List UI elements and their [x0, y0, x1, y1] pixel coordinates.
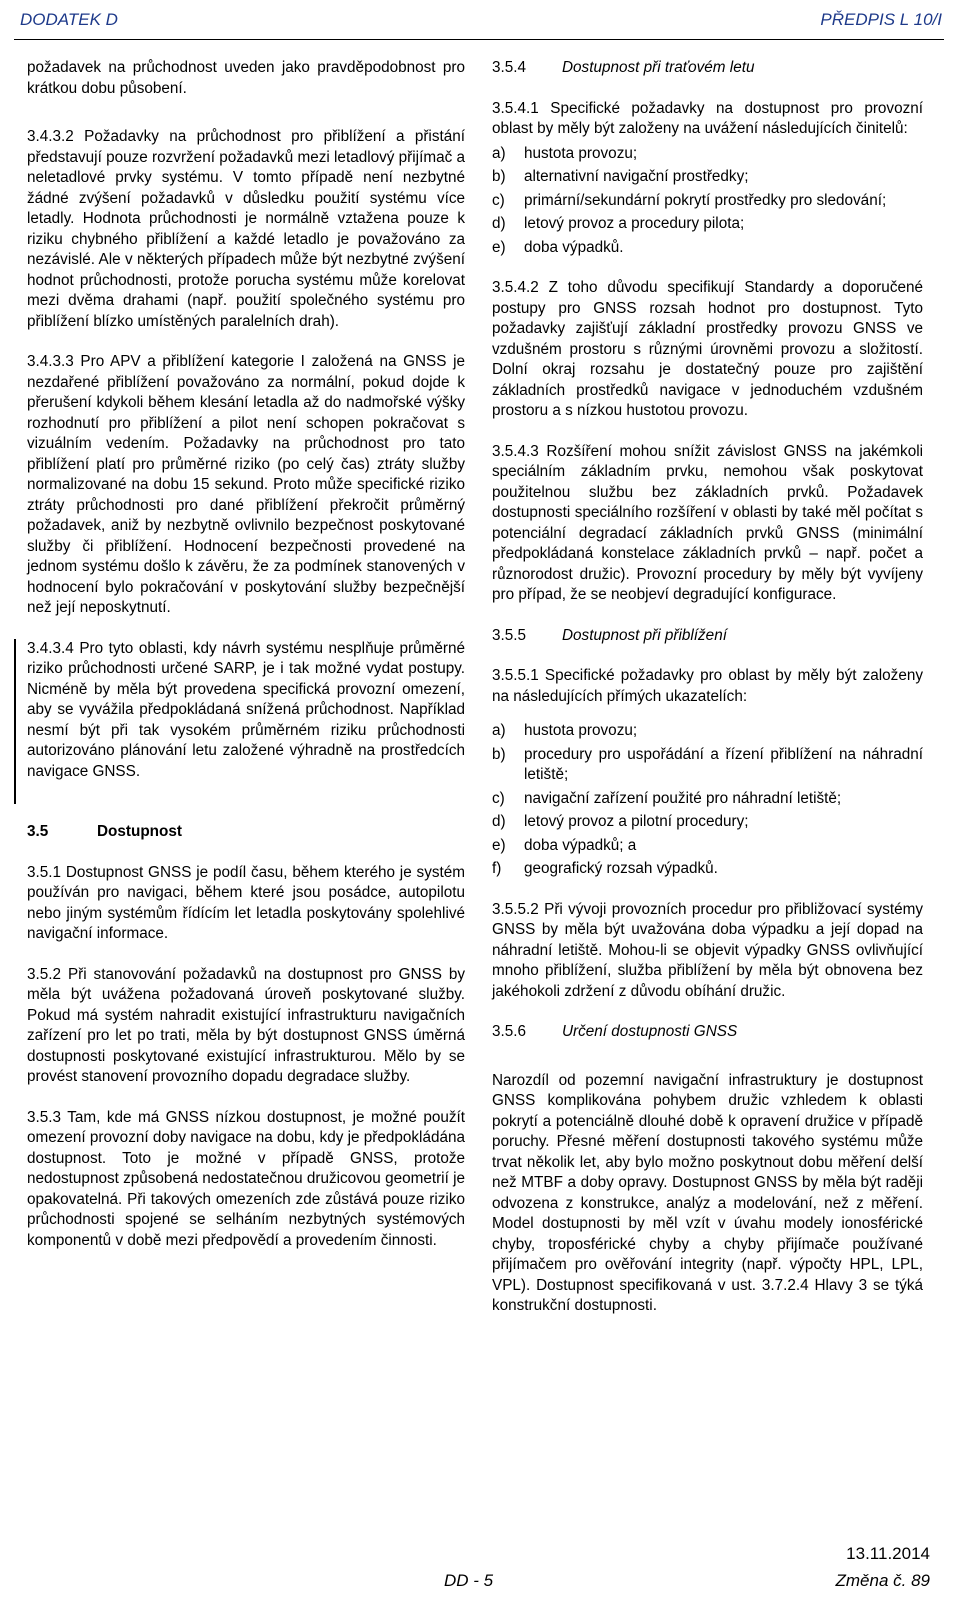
footer-change-number: Změna č. 89 [835, 1571, 930, 1590]
left-column [27, 58, 465, 1251]
subsection-title: Dostupnost při traťovém letu [562, 59, 755, 76]
list-marker: a) [492, 144, 506, 162]
subsection-title: Dostupnost při přiblížení [562, 626, 727, 644]
paragraph-3-4-3-2: 3.4.3.2 Požadavky na průchodnost pro přiblížení a přistání představují pouze rozvržení požadavků mezi letadlový přijímač a neletadlové prvky systému. V tomto případě není nezbytné žádné zvýšení požadavků v důsledku použití systému více letadly. Hodnota průchodnosti je normálně vztažena pouze k riziku chybného přiblížení a každé letadlo je považováno za nezávislé. Ale v některých případech může být nezbytné zvýšení hodnot průchodnosti, protože porucha systému může korelovat mezi dvěma drahami (např. použití společného systému pro přiblížení blízko umístěných paralelních drah). [27, 128, 465, 330]
list-text: primární/sekundární pokrytí prostředky pro sledování; [524, 191, 887, 209]
list-text: hustota provozu; [524, 144, 638, 162]
list-marker: b) [492, 168, 506, 185]
list-item [492, 836, 923, 857]
subsection-number: 3.5.5 [492, 626, 527, 644]
paragraph-3-5-5-2: 3.5.5.2 Při vývoji provozních procedur pro přibližovací systémy GNSS by měla být uvažována doba výpadku a její dopad na náhradní letiště. Mohou-li se objevit výpadky GNSS ovlivňující mnoho přiblížení, služba přiblížení by měla být obnovena bez jakéhokoli zdržení z důvodu obíhání družic. [492, 900, 923, 1000]
subsection-number: 3.5.4 [492, 59, 527, 76]
paragraph-3-5-4-2: 3.5.4.2 Z toho důvodu specifikují Standardy a doporučené postupy pro GNSS rozsah hodnot pro dostupnost. Tyto požadavky zajišťují základní prostředky provozu GNSS ve vzdušném prostoru s různými úrovněmi provozu a složitostí. Dolní okraj rozsahu je dostatečný pouze pro zajištění základních prostředků navigace v jednoduchém vzdušném prostoru a s nízkou hustotou provozu. [492, 279, 923, 419]
list-item [492, 144, 923, 165]
header-annex-label: DODATEK D [20, 10, 118, 29]
list-text: alternativní navigační prostředky; [524, 168, 749, 185]
list-item [492, 721, 923, 742]
paragraph-3-5-1: 3.5.1 Dostupnost GNSS je podíl času, během kterého je systém používán pro navigaci, během které jsou posádce, autopilotu nebo jiným systémům řídícím let letadla poskytovány spolehlivé navigační informace. [27, 863, 465, 942]
subsection-title: Určení dostupnosti GNSS [562, 1023, 738, 1040]
paragraph-3-5-3: 3.5.3 Tam, kde má GNSS nízkou dostupnost, je možné použít omezení provozní doby navigace na dobu, kdy je předpokládána dostupnost. Toto je možné v případě GNSS, protože nedostupnost způsobená nedostatečnou družicovou geometrií je opakovatelná. Při takových omezeních zde zůstává pouze riziko průchodnosti spojené se selháním nezbytných systémových komponentů v době mezi předpovědí a provedením činnosti. [27, 1108, 465, 1249]
footer-page-number: DD - 5 [444, 1571, 494, 1590]
right-column [492, 58, 923, 1317]
footer-date: 13.11.2014 [846, 1544, 930, 1563]
list-text: letový provoz a pilotní procedury; [524, 813, 749, 830]
list-marker: b) [492, 745, 506, 763]
list-item [492, 191, 923, 212]
subsection-heading-3-5-6 [492, 1022, 923, 1043]
change-bar [14, 639, 16, 804]
list-marker: a) [492, 722, 506, 739]
paragraph-3-5-2: 3.5.2 Při stanovování požadavků na dostupnost pro GNSS by měla být uvážena požadovaná úroveň poskytované služby. Pokud má systém nahradit existující infrastrukturu navigačních zařízení pro let po trati, měla by být dostupnost GNSS úměrná dostupnosti poskytované existující infrastrukturou. Mělo by se provést stanovení provozního dopadu degradace služby. [27, 965, 465, 1085]
paragraph-3-5-4-3: 3.5.4.3 Rozšíření mohou snížit závislost GNSS na jakémkoli speciálním základním prvku, nemohou však poskytovat použitelnou službu bez základních prvků. Požadavek dostupnosti speciálního rozšíření v oblasti by také měl počítat s potenciální degradací základních prvků GNSS (minimální předpokládaná konstelace základních prvků – např. počet a různorodost družic). Provozní procedury by měly být vyvíjeny pro případ, že se neobjeví degradující konfigurace. [492, 442, 923, 603]
list-marker: e) [492, 836, 506, 854]
subsection-heading-3-5-5 [492, 626, 923, 647]
paragraph-3-4-3-4: 3.4.3.4 Pro tyto oblasti, kdy návrh systému nesplňuje průměrné riziko průchodnosti určené SARP, je i tak možné vydat postupy. Nicméně by měla být provedena specifická provozní omezení, aby se vyvážila předpokládaná snížená průchodnost. Například nesmí být při tak vysokém průměrném riziku průchodnosti autorizováno plánování letu založené výhradně na prostředcích navigace GNSS. [27, 639, 465, 780]
paragraph-gnss-availability: Narozdíl od pozemní navigační infrastruktury je dostupnost GNSS komplikována pohybem družic vzhledem k oblasti pokrytí a potenciálně dlouhé době k opravení družice v případě poruchy. Přesné měření dostupnosti takového systému může trvat několik let, aby bylo možno poskytnout dobu měření delší než MTBF a doby opravy. Dostupnost GNSS by měla být raději odvozena z konstrukce, analýz a modelování, než z měření. Model dostupnosti by měl vzít v úvahu modely ionosférické chyby, troposférické chyby a chyby přijímače používané přijímačem pro ověřování integrity (např. výpočty HPL, LPL, VPL). Dostupnost specifikovaná v ust. 3.7.2.4 Hlavy 3 se týká konstrukční dostupnosti. [492, 1071, 923, 1314]
list-item [492, 745, 923, 786]
list-text: navigační zařízení použité pro náhradní letiště; [524, 789, 842, 807]
paragraph-3-5-4-1: 3.5.4.1 Specifické požadavky na dostupnost pro provozní oblast by měly být založeny na uvážení následujících činitelů: [492, 99, 923, 137]
factor-list [492, 144, 923, 259]
header-regulation-label: PŘEDPIS L 10/I [820, 10, 942, 29]
list-marker: d) [492, 215, 506, 232]
list-text: geografický rozsah výpadků. [524, 860, 718, 877]
list-marker: f) [492, 860, 502, 877]
list-text: hustota provozu; [524, 722, 638, 739]
section-heading-3-5 [27, 822, 465, 843]
section-number: 3.5 [27, 823, 49, 840]
list-item [492, 789, 923, 810]
list-text: doba výpadků. [524, 238, 624, 256]
paragraph-3-5-5-1: 3.5.5.1 Specifické požadavky pro oblast by měly být založeny na následujících přímých ukazatelích: [492, 667, 923, 705]
list-text: doba výpadků; a [524, 836, 637, 854]
list-marker: e) [492, 238, 506, 256]
list-marker: c) [492, 789, 505, 807]
list-item [492, 214, 923, 235]
list-text: letový provoz a procedury pilota; [524, 215, 745, 232]
amended-paragraph [27, 639, 465, 783]
list-item [492, 859, 923, 880]
list-marker: c) [492, 191, 505, 209]
section-title: Dostupnost [97, 823, 182, 840]
list-item [492, 812, 923, 833]
subsection-number: 3.5.6 [492, 1023, 527, 1040]
paragraph: požadavek na průchodnost uveden jako pravděpodobnost pro krátkou dobu působení. [27, 59, 465, 97]
list-text: procedury pro uspořádání a řízení přiblížení na náhradní letiště; [524, 745, 923, 783]
list-item [492, 238, 923, 259]
indicator-list [492, 721, 923, 880]
page-header [14, 6, 944, 40]
paragraph-3-4-3-3: 3.4.3.3 Pro APV a přiblížení kategorie I založená na GNSS je nezdařené přiblížení považováno za normální, pokud dojde k přerušení kdykoli během klesání letadla až do nadmořské výšky rozhodnutí pro přiblížení a pilot není schopen pokračovat s vizuálním vedením. Požadavky na průchodnost pro tato přiblížení platí pro průměrné riziko (po celý čas) ztráty služby normalizované na dobu 15 sekund. Proto může specifické riziko ztráty průchodnosti pro dané přiblížení překročit průměrný požadavek, aniž by nezbytně ovlivnilo bezpečnost poskytované služby či přiblížení. Hodnocení bezpečnosti provedené na jednom systému došlo k závěru, že za podmínek stanovených v hodnocení bylo pokračování v poskytování služby bezpečnější než její neposkytnutí. [27, 353, 465, 616]
list-marker: d) [492, 813, 506, 830]
list-item [492, 167, 923, 188]
subsection-heading-3-5-4 [492, 58, 923, 79]
